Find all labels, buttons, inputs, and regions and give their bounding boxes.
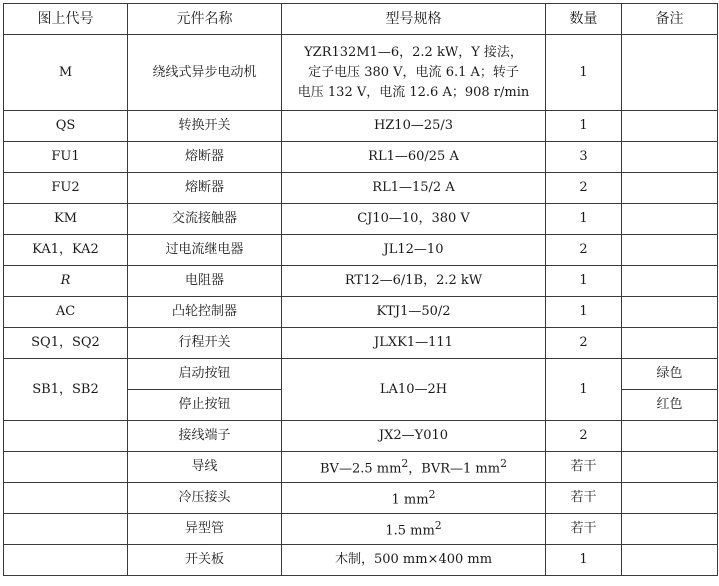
cell-code: [4, 514, 128, 545]
spec-text: ，BVR—1 mm: [408, 461, 501, 477]
spec-superscript: 2: [434, 519, 442, 533]
table-row: [4, 328, 718, 359]
cell-qty: 若干: [546, 483, 622, 514]
table-row: [4, 235, 718, 266]
table-row: [4, 359, 718, 390]
table-row: [4, 111, 718, 142]
spec-superscript: 2: [428, 488, 436, 502]
table-row: [4, 173, 718, 204]
table-row: [4, 266, 718, 297]
table-row: [4, 297, 718, 328]
cell-name: 停止按钮: [128, 390, 282, 421]
cell-name: 转换开关: [128, 111, 282, 142]
cell-note: [622, 142, 718, 173]
cell-code: SB1，SB2: [4, 359, 128, 421]
cell-spec: RL1—15/2 A: [282, 173, 546, 204]
cell-qty: 1: [546, 204, 622, 235]
cell-spec: [282, 483, 546, 514]
cell-name: 绕线式异步电动机: [128, 35, 282, 111]
cell-spec: [282, 514, 546, 545]
cell-code: FU1: [4, 142, 128, 173]
cell-spec: [282, 35, 546, 111]
cell-code: [4, 452, 128, 483]
cell-name: 过电流继电器: [128, 235, 282, 266]
cell-name: 电阻器: [128, 266, 282, 297]
cell-note: [622, 421, 718, 452]
cell-note: [622, 545, 718, 576]
cell-note: [622, 328, 718, 359]
table-row: [4, 483, 718, 514]
table-row: [4, 545, 718, 576]
spec-line: 定子电压 380 V，电流 6.1 A；转子: [308, 64, 519, 80]
table-row: [4, 514, 718, 545]
component-list-table: [3, 3, 718, 576]
cell-note: [622, 35, 718, 111]
header-code: 图上代号: [4, 4, 128, 35]
table-row: [4, 35, 718, 111]
spec-line: 电压 132 V，电流 12.6 A；908 r/min: [297, 84, 530, 100]
table-row: [4, 142, 718, 173]
header-qty: 数量: [546, 4, 622, 35]
cell-qty: 2: [546, 328, 622, 359]
table-row: [4, 204, 718, 235]
spec-line: YZR132M1—6，2.2 kW，Y 接法，: [304, 44, 523, 60]
spec-text: 1 mm: [391, 492, 429, 508]
cell-note: [622, 111, 718, 142]
cell-spec: RL1—60/25 A: [282, 142, 546, 173]
spec-superscript: 2: [401, 457, 409, 471]
spec-superscript: 2: [500, 457, 507, 471]
cell-spec: [282, 452, 546, 483]
cell-spec: JL12—10: [282, 235, 546, 266]
cell-name: 异型管: [128, 514, 282, 545]
cell-qty: 1: [546, 297, 622, 328]
cell-code: AC: [4, 297, 128, 328]
cell-code: [4, 483, 128, 514]
cell-spec: 木制，500 mm×400 mm: [282, 545, 546, 576]
cell-note: [622, 266, 718, 297]
cell-name: 导线: [128, 452, 282, 483]
cell-qty: 若干: [546, 452, 622, 483]
cell-qty: 1: [546, 111, 622, 142]
cell-code: FU2: [4, 173, 128, 204]
cell-name: 开关板: [128, 545, 282, 576]
cell-code: M: [4, 35, 128, 111]
cell-spec: JLXK1—111: [282, 328, 546, 359]
cell-code: QS: [4, 111, 128, 142]
cell-qty: 2: [546, 421, 622, 452]
cell-qty: 3: [546, 142, 622, 173]
header-note: 备注: [622, 4, 718, 35]
cell-qty: 若干: [546, 514, 622, 545]
cell-code: [4, 545, 128, 576]
cell-name: 接线端子: [128, 421, 282, 452]
header-row: [4, 4, 718, 35]
cell-spec: LA10—2H: [282, 359, 546, 421]
cell-qty: 1: [546, 266, 622, 297]
header-name: 元件名称: [128, 4, 282, 35]
cell-code: R: [4, 266, 128, 297]
cell-code: [4, 421, 128, 452]
cell-code: KM: [4, 204, 128, 235]
cell-note: [622, 173, 718, 204]
cell-note: [622, 452, 718, 483]
cell-name: 行程开关: [128, 328, 282, 359]
header-spec: 型号规格: [282, 4, 546, 35]
cell-qty: 2: [546, 235, 622, 266]
cell-qty: 1: [546, 545, 622, 576]
cell-note: [622, 514, 718, 545]
cell-qty: 2: [546, 173, 622, 204]
cell-name: 冷压接头: [128, 483, 282, 514]
cell-spec: KTJ1—50/2: [282, 297, 546, 328]
table-row: [4, 452, 718, 483]
cell-note: [622, 297, 718, 328]
cell-qty: 1: [546, 359, 622, 421]
cell-qty: 1: [546, 35, 622, 111]
cell-name: 熔断器: [128, 173, 282, 204]
cell-note: 红色: [622, 390, 718, 421]
cell-spec: JX2—Y010: [282, 421, 546, 452]
table-row: [4, 421, 718, 452]
cell-spec: CJ10—10，380 V: [282, 204, 546, 235]
cell-name: 启动按钮: [128, 359, 282, 390]
cell-spec: HZ10—25/3: [282, 111, 546, 142]
cell-spec: RT12—6/1B，2.2 kW: [282, 266, 546, 297]
cell-note: [622, 483, 718, 514]
spec-text: BV—2.5 mm: [320, 461, 402, 477]
cell-note: 绿色: [622, 359, 718, 390]
cell-name: 交流接触器: [128, 204, 282, 235]
cell-name: 熔断器: [128, 142, 282, 173]
cell-note: [622, 204, 718, 235]
cell-code: SQ1，SQ2: [4, 328, 128, 359]
cell-name: 凸轮控制器: [128, 297, 282, 328]
cell-note: [622, 235, 718, 266]
spec-text: 1.5 mm: [385, 523, 435, 539]
cell-code: KA1，KA2: [4, 235, 128, 266]
